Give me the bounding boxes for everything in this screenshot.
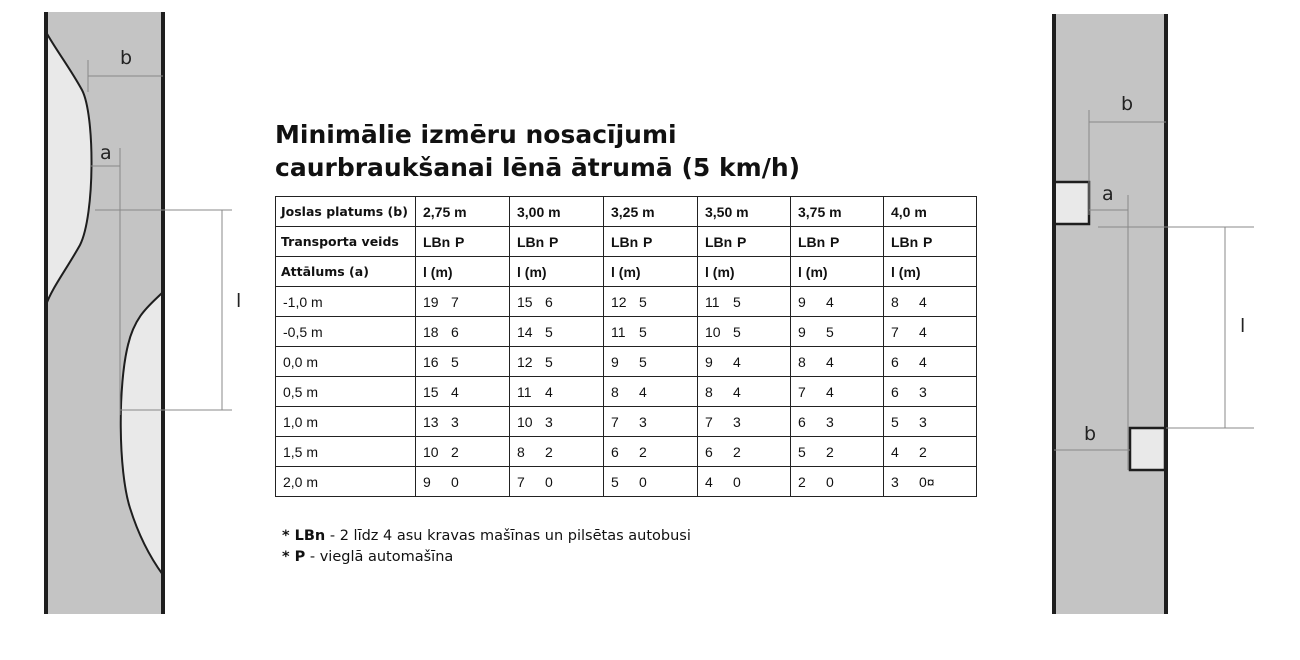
cell-value-p: 4	[451, 383, 459, 400]
cell-value-lbn: LBn	[517, 233, 545, 250]
table-header-cell: 3,25 m	[604, 197, 698, 227]
table-cell	[698, 437, 791, 467]
table-header-cell: l (m)	[416, 257, 510, 287]
table-header-cell: l (m)	[604, 257, 698, 287]
cell-value-p: 4	[733, 353, 741, 370]
cell-value-lbn: 7	[891, 323, 899, 340]
cell-value-lbn: LBn	[611, 233, 639, 250]
cell-pair	[423, 384, 459, 400]
table-cell	[416, 317, 510, 347]
cell-value-lbn: 6	[891, 353, 899, 370]
cell-pair	[798, 324, 834, 340]
cell-value-p: 3	[639, 413, 647, 430]
cell-value-lbn: 14	[517, 323, 533, 340]
cell-value-lbn: 8	[611, 383, 619, 400]
table-header-cell: 3,00 m	[510, 197, 604, 227]
cell-value-lbn: 7	[798, 383, 806, 400]
cell-value-p: 4	[919, 323, 927, 340]
row-label: 1,5 m	[276, 437, 416, 467]
table-cell	[698, 377, 791, 407]
table-cell	[884, 437, 977, 467]
cell-value-lbn: 19	[423, 293, 439, 310]
row-label: 2,0 m	[276, 467, 416, 497]
cell-value-lbn: 11	[705, 293, 720, 310]
cell-value-lbn: LBn	[423, 233, 451, 250]
title-line-2: caurbraukšanai lēnā ātrumā (5 km/h)	[275, 153, 801, 182]
cell-value-p: 4	[826, 293, 834, 310]
cell-value-p: 4	[919, 293, 927, 310]
table-cell	[791, 407, 884, 437]
cell-pair	[517, 414, 553, 430]
cell-value-lbn: 6	[611, 443, 619, 460]
table-cell	[884, 407, 977, 437]
cell-pair	[891, 294, 927, 310]
table-cell	[416, 377, 510, 407]
table-cell	[416, 347, 510, 377]
cell-value-lbn: 3	[891, 473, 899, 490]
table-header-cell: l (m)	[510, 257, 604, 287]
cell-value-p: 2	[733, 443, 741, 460]
cell-value-p: 5	[639, 323, 647, 340]
cell-value-p: 0¤	[919, 473, 935, 490]
spec-table-body	[276, 197, 977, 497]
table-header-cell: l (m)	[884, 257, 977, 287]
cell-value-lbn: 4	[891, 443, 899, 460]
table-cell	[791, 347, 884, 377]
cell-pair	[423, 294, 459, 310]
cell-pair	[891, 384, 927, 400]
table-cell	[791, 437, 884, 467]
table-cell	[604, 347, 698, 377]
right-road-diagram	[1040, 0, 1300, 660]
cell-value-lbn: LBn	[891, 233, 919, 250]
table-header-cell	[884, 227, 977, 257]
cell-value-lbn: 2	[798, 473, 806, 490]
cell-pair	[423, 474, 459, 490]
cell-value-lbn: 5	[891, 413, 899, 430]
table-cell	[510, 467, 604, 497]
cell-pair	[891, 234, 932, 250]
row-label: 0,5 m	[276, 377, 416, 407]
dim-l-label: l	[236, 290, 242, 312]
cell-value-lbn: 8	[891, 293, 899, 310]
cell-pair	[611, 474, 647, 490]
cell-value-p: 4	[545, 383, 553, 400]
table-header-cell	[604, 227, 698, 257]
table-row	[276, 317, 977, 347]
cell-value-lbn: 9	[705, 353, 713, 370]
row-label: -1,0 m	[276, 287, 416, 317]
cell-pair	[798, 234, 839, 250]
row-label: 1,0 m	[276, 407, 416, 437]
cell-pair	[517, 384, 553, 400]
cell-value-p: 4	[733, 383, 741, 400]
row-label: Joslas platums (b)	[276, 197, 416, 227]
upper-left-obstacle	[1054, 182, 1089, 224]
cell-value-lbn: 4	[705, 473, 713, 490]
table-row	[276, 377, 977, 407]
cell-pair	[891, 324, 927, 340]
table-cell	[604, 377, 698, 407]
dim-l-label: l	[1240, 315, 1246, 337]
table-header-cell	[510, 227, 604, 257]
cell-value-lbn: 9	[611, 353, 619, 370]
cell-pair	[891, 474, 935, 490]
cell-value-p: 2	[451, 443, 459, 460]
cell-value-p: 0	[451, 473, 459, 490]
table-cell	[884, 467, 977, 497]
cell-pair	[517, 354, 553, 370]
table-cell	[510, 377, 604, 407]
footnote-text: - vieglā automašīna	[305, 549, 454, 565]
row-label: -0,5 m	[276, 317, 416, 347]
cell-value-p: P	[549, 233, 559, 250]
cell-value-lbn: 10	[705, 323, 721, 340]
cell-value-p: P	[923, 233, 933, 250]
table-cell	[698, 407, 791, 437]
cell-pair	[423, 414, 459, 430]
table-header-row	[276, 197, 977, 227]
cell-pair	[705, 234, 746, 250]
cell-pair	[798, 414, 834, 430]
cell-value-p: P	[455, 233, 465, 250]
cell-value-p: 0	[733, 473, 741, 490]
cell-value-p: 4	[639, 383, 647, 400]
table-row	[276, 287, 977, 317]
cell-value-lbn: 15	[423, 383, 439, 400]
cell-value-p: 5	[826, 323, 834, 340]
footnote-text: - 2 līdz 4 asu kravas mašīnas un pilsētas autobusi	[325, 528, 691, 544]
cell-value-lbn: 7	[611, 413, 619, 430]
cell-value-lbn: 15	[517, 293, 533, 310]
lower-right-obstacle	[1130, 428, 1165, 470]
cell-pair	[611, 234, 652, 250]
cell-value-lbn: 16	[423, 353, 439, 370]
cell-pair	[611, 324, 647, 340]
table-cell	[884, 317, 977, 347]
table-cell	[510, 347, 604, 377]
cell-value-lbn: 8	[517, 443, 525, 460]
cell-pair	[705, 294, 741, 310]
cell-pair	[798, 294, 834, 310]
cell-value-p: 4	[826, 383, 834, 400]
cell-value-p: 0	[639, 473, 647, 490]
table-cell	[510, 317, 604, 347]
table-cell	[510, 437, 604, 467]
cell-value-p: 6	[451, 323, 459, 340]
road-surface	[1054, 14, 1168, 614]
table-cell	[698, 467, 791, 497]
table-row	[276, 407, 977, 437]
row-label: Attālums (a)	[276, 257, 416, 287]
cell-value-lbn: 11	[611, 323, 626, 340]
cell-value-p: 3	[545, 413, 553, 430]
page-title	[275, 118, 895, 184]
table-cell	[791, 287, 884, 317]
footnote-term: * LBn	[282, 528, 326, 544]
footnotes	[282, 526, 691, 568]
dim-a-label: a	[1102, 183, 1114, 205]
cell-pair	[423, 444, 459, 460]
spec-table	[275, 196, 977, 497]
table-row	[276, 437, 977, 467]
cell-pair	[798, 354, 834, 370]
cell-value-p: 4	[919, 353, 927, 370]
cell-pair	[517, 294, 553, 310]
cell-value-lbn: 5	[798, 443, 806, 460]
table-header-cell: 3,75 m	[791, 197, 884, 227]
cell-value-p: 5	[733, 293, 741, 310]
title-line-1: Minimālie izmēru nosacījumi	[275, 120, 677, 149]
cell-value-lbn: 9	[423, 473, 431, 490]
cell-value-p: 3	[919, 413, 927, 430]
table-cell	[416, 287, 510, 317]
cell-value-p: 2	[826, 443, 834, 460]
cell-value-p: 7	[451, 293, 459, 310]
footnote-term: * P	[282, 549, 306, 565]
cell-value-p: 5	[545, 323, 553, 340]
table-row	[276, 467, 977, 497]
cell-value-p: 5	[545, 353, 553, 370]
cell-value-lbn: 7	[517, 473, 525, 490]
cell-pair	[423, 234, 464, 250]
cell-pair	[798, 444, 834, 460]
cell-value-lbn: 18	[423, 323, 439, 340]
cell-pair	[611, 384, 647, 400]
table-header-cell: 4,0 m	[884, 197, 977, 227]
cell-pair	[517, 234, 558, 250]
cell-value-lbn: 9	[798, 293, 806, 310]
cell-value-lbn: 11	[517, 383, 532, 400]
table-header-cell: 3,50 m	[698, 197, 791, 227]
cell-value-lbn: LBn	[798, 233, 826, 250]
table-cell	[791, 317, 884, 347]
cell-value-lbn: 7	[705, 413, 713, 430]
cell-pair	[517, 324, 553, 340]
table-cell	[604, 437, 698, 467]
table-cell	[510, 407, 604, 437]
cell-value-p: 2	[545, 443, 553, 460]
table-cell	[416, 467, 510, 497]
cell-pair	[705, 414, 741, 430]
cell-value-lbn: 10	[423, 443, 439, 460]
table-row	[276, 347, 977, 377]
table-cell	[416, 437, 510, 467]
cell-value-lbn: 12	[611, 293, 627, 310]
cell-pair	[891, 414, 927, 430]
cell-value-p: 2	[639, 443, 647, 460]
cell-value-p: 3	[733, 413, 741, 430]
dim-b-top-label: b	[1121, 93, 1134, 115]
table-header-cell: l (m)	[698, 257, 791, 287]
table-cell	[604, 407, 698, 437]
table-cell	[791, 377, 884, 407]
table-cell	[884, 347, 977, 377]
cell-value-p: 5	[451, 353, 459, 370]
table-header-cell	[791, 227, 884, 257]
table-cell	[510, 287, 604, 317]
cell-pair	[798, 384, 834, 400]
cell-pair	[423, 324, 459, 340]
cell-pair	[705, 324, 741, 340]
row-label: Transporta veids	[276, 227, 416, 257]
cell-value-p: 3	[451, 413, 459, 430]
table-cell	[698, 317, 791, 347]
cell-value-lbn: 6	[798, 413, 806, 430]
cell-value-lbn: LBn	[705, 233, 733, 250]
cell-pair	[423, 354, 459, 370]
cell-value-lbn: 9	[798, 323, 806, 340]
cell-value-p: P	[830, 233, 840, 250]
footnote	[282, 547, 691, 568]
cell-pair	[517, 474, 553, 490]
table-header-cell: l (m)	[791, 257, 884, 287]
table-header-cell	[416, 227, 510, 257]
cell-value-p: P	[643, 233, 653, 250]
cell-pair	[705, 474, 741, 490]
dim-a-label: a	[100, 142, 112, 164]
cell-pair	[705, 444, 741, 460]
cell-value-lbn: 5	[611, 473, 619, 490]
table-cell	[791, 467, 884, 497]
left-road-diagram	[0, 0, 260, 660]
dim-b-bottom-label: b	[1084, 423, 1097, 445]
cell-pair	[611, 354, 647, 370]
cell-pair	[705, 384, 741, 400]
table-cell	[884, 377, 977, 407]
cell-value-lbn: 6	[891, 383, 899, 400]
cell-pair	[611, 414, 647, 430]
cell-pair	[891, 354, 927, 370]
dim-b-label: b	[120, 47, 133, 69]
cell-value-lbn: 10	[517, 413, 533, 430]
cell-value-p: P	[737, 233, 747, 250]
table-cell	[604, 317, 698, 347]
table-cell	[698, 347, 791, 377]
cell-value-lbn: 8	[705, 383, 713, 400]
cell-value-p: 0	[826, 473, 834, 490]
cell-pair	[517, 444, 553, 460]
cell-value-p: 3	[826, 413, 834, 430]
cell-value-lbn: 8	[798, 353, 806, 370]
table-cell	[604, 467, 698, 497]
cell-value-p: 5	[639, 353, 647, 370]
cell-value-p: 4	[826, 353, 834, 370]
cell-value-lbn: 6	[705, 443, 713, 460]
table-header-row	[276, 257, 977, 287]
cell-value-lbn: 12	[517, 353, 533, 370]
cell-pair	[705, 354, 741, 370]
table-header-row	[276, 227, 977, 257]
cell-pair	[891, 444, 927, 460]
cell-value-p: 0	[545, 473, 553, 490]
row-label: 0,0 m	[276, 347, 416, 377]
footnote	[282, 526, 691, 547]
cell-pair	[611, 444, 647, 460]
cell-value-p: 2	[919, 443, 927, 460]
table-cell	[604, 287, 698, 317]
table-cell	[698, 287, 791, 317]
cell-pair	[611, 294, 647, 310]
table-cell	[884, 287, 977, 317]
cell-value-p: 5	[733, 323, 741, 340]
table-header-cell	[698, 227, 791, 257]
table-header-cell: 2,75 m	[416, 197, 510, 227]
cell-value-p: 5	[639, 293, 647, 310]
cell-value-p: 3	[919, 383, 927, 400]
cell-pair	[798, 474, 834, 490]
cell-value-p: 6	[545, 293, 553, 310]
table-cell	[416, 407, 510, 437]
cell-value-lbn: 13	[423, 413, 439, 430]
